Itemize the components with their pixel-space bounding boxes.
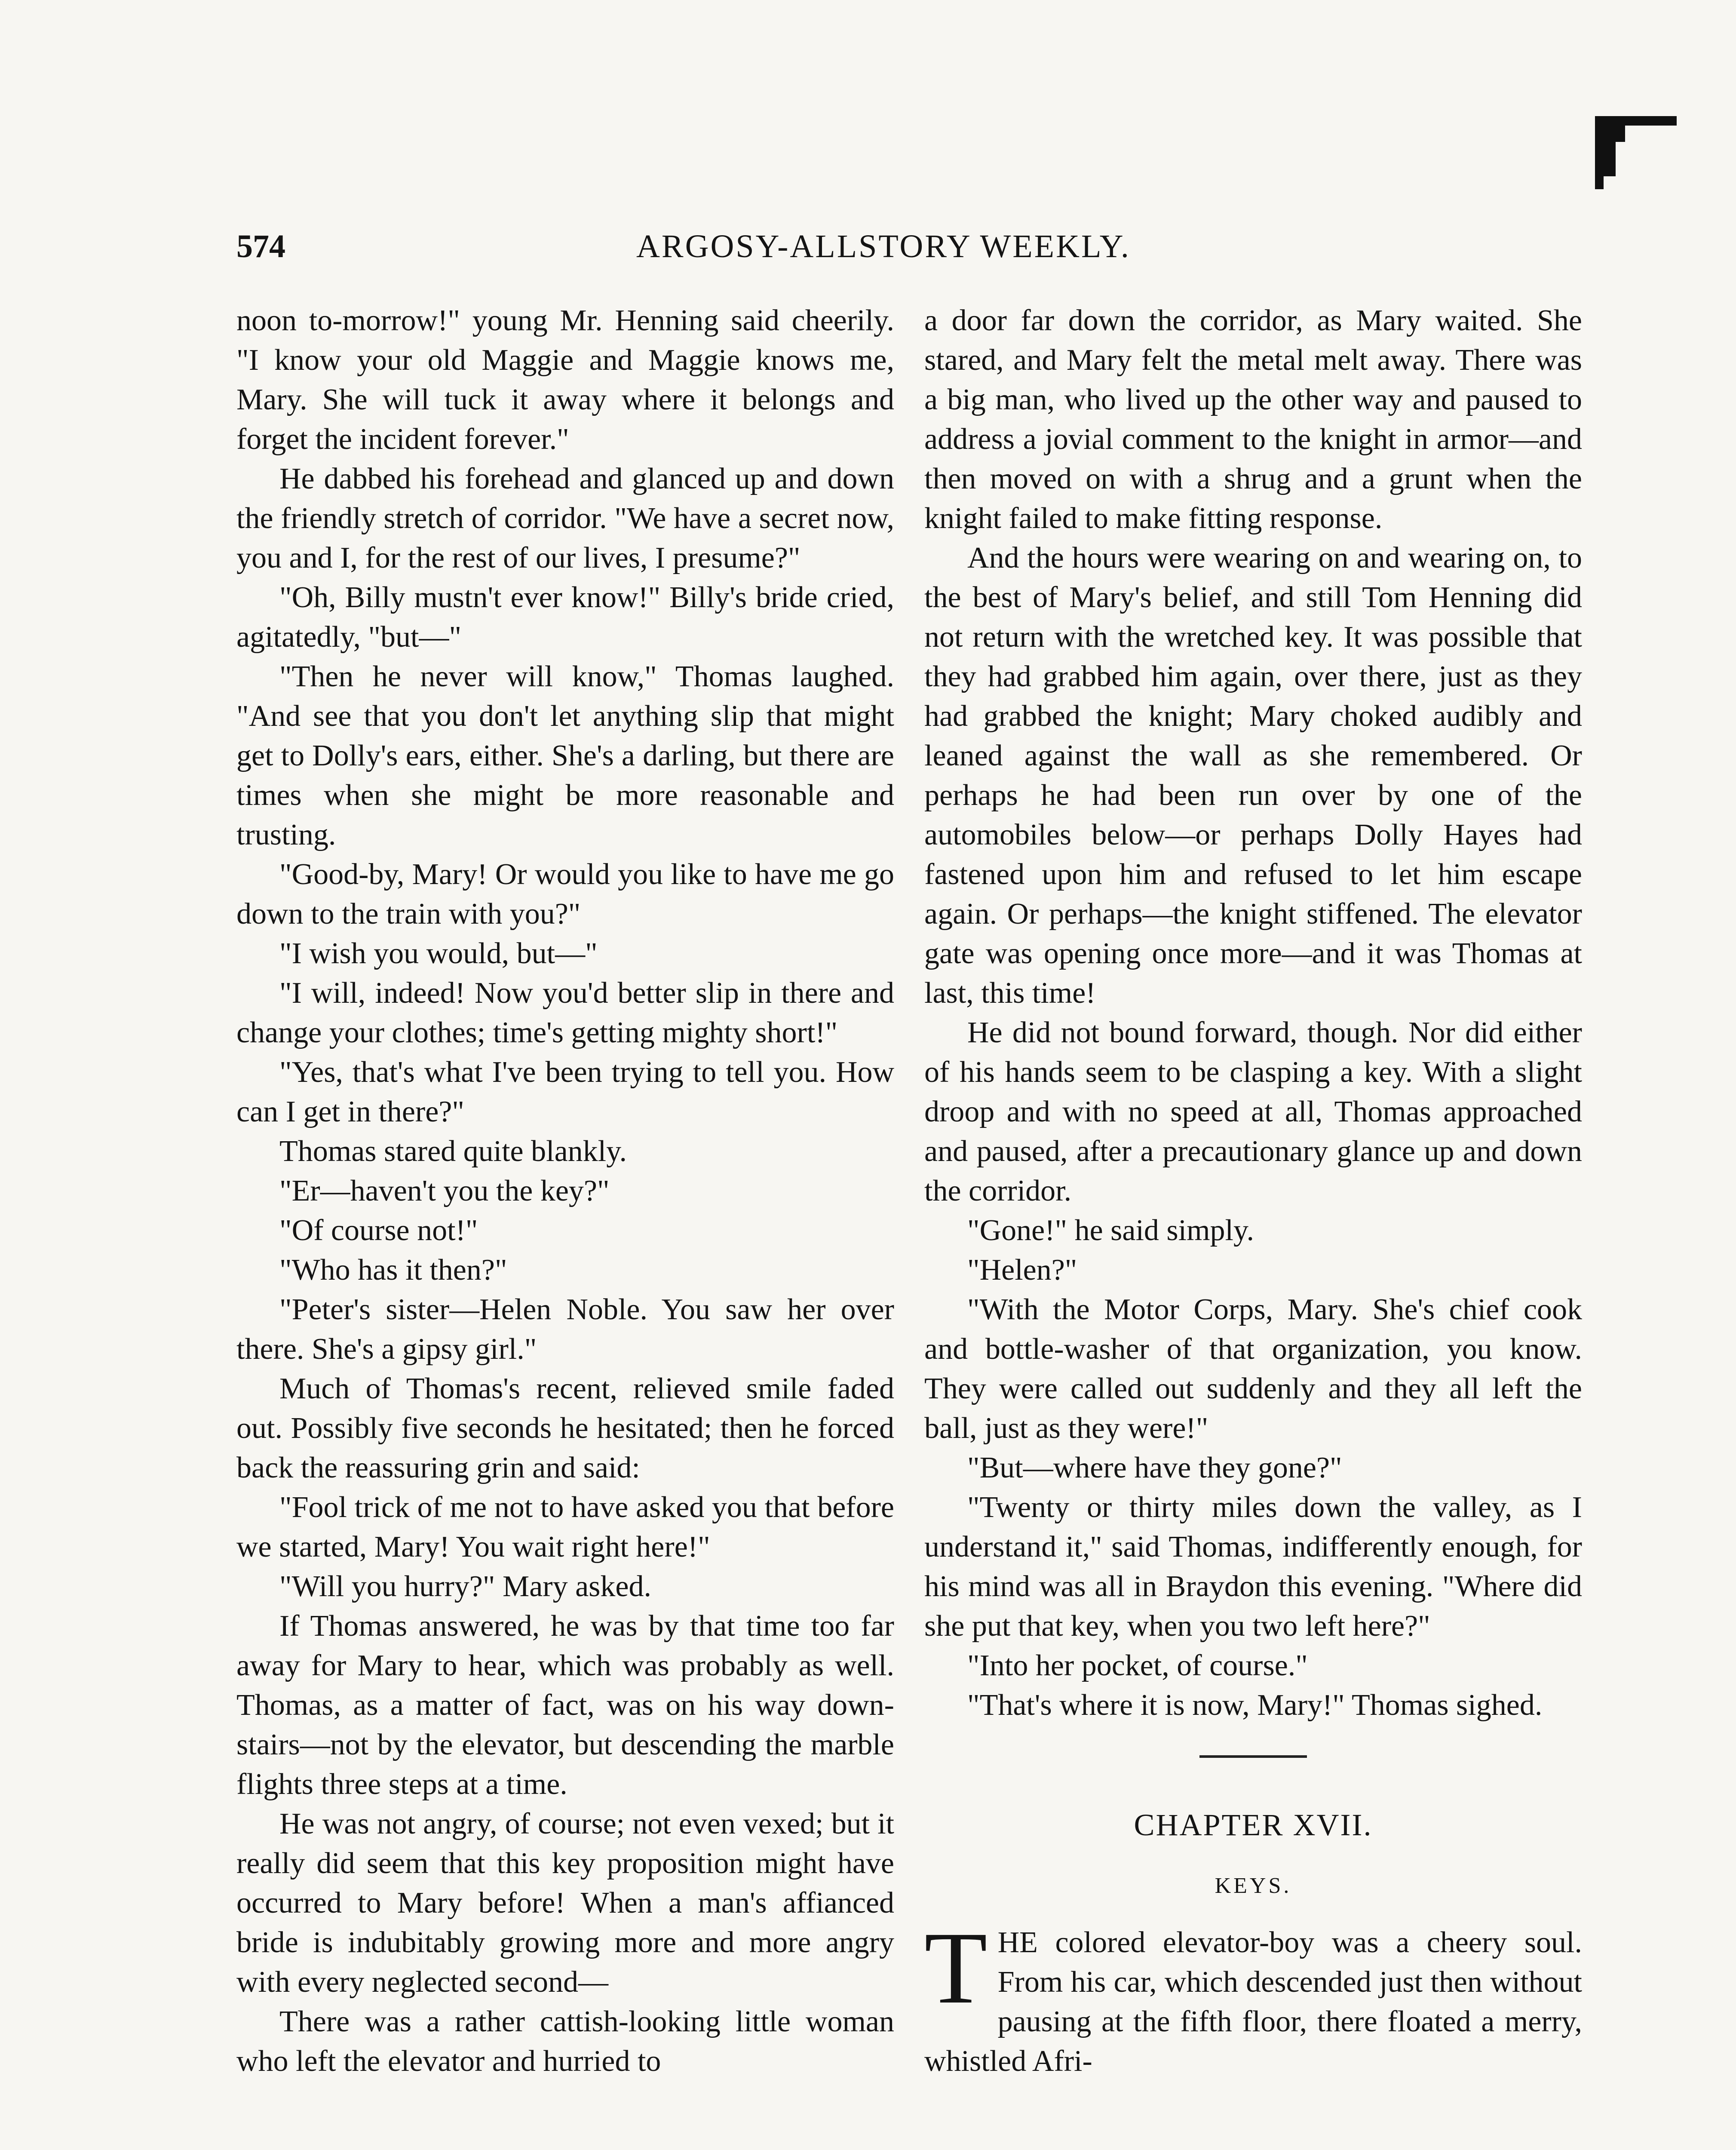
paragraph: "That's where it is now, Mary!" Thomas sighed. bbox=[967, 1689, 1543, 1722]
chapter-opening-text: HE colored elevator-boy was a cheery soul. From his car, which descended just then without pausing at the fifth floor, there floated a merry, whistled Afri- bbox=[924, 1926, 1582, 2078]
paragraph: "With the Motor Corps, Mary. She's chief cook and bottle-washer of that organization, you know. They were called out suddenly and they all left the ball, just as they were!" bbox=[924, 1293, 1582, 1445]
paragraph: Much of Thomas's recent, relieved smile faded out. Possibly five seconds he hesitated; then he forced back the reassuring grin and said: bbox=[236, 1372, 894, 1484]
right-text-column bbox=[924, 301, 1582, 2081]
drop-cap: T bbox=[924, 1910, 988, 2025]
paragraph: "Er—haven't you the key?" bbox=[279, 1174, 610, 1207]
paragraph: "I will, indeed! Now you'd better slip in there and change your clothes; time's getting mighty short!" bbox=[236, 977, 894, 1049]
paragraph: "Oh, Billy mustn't ever know!" Billy's bride cried, agitatedly, "but—" bbox=[236, 581, 894, 654]
paragraph: "Gone!" he said simply. bbox=[967, 1214, 1254, 1247]
paragraph: a door far down the corridor, as Mary waited. She stared, and Mary felt the metal melt away. There was a big man, who lived up the other way and paused to address a jovial comment to the knight in armor—and then moved on with a shrug and a grunt when the knight failed to make fitting response. bbox=[924, 304, 1582, 535]
paragraph: Thomas stared quite blankly. bbox=[279, 1135, 627, 1168]
paragraph: "Yes, that's what I've been trying to tell you. How can I get in there?" bbox=[236, 1056, 894, 1128]
paragraph: He was not angry, of course; not even vexed; but it really did seem that this key proposition might have occurred to Mary before! When a man's affianced bride is indubitably growing more and more angry with every neglected second— bbox=[236, 1807, 894, 1999]
chapter-subtitle: KEYS. bbox=[1215, 1874, 1292, 1898]
page-number: 574 bbox=[236, 228, 285, 264]
paragraph: "Peter's sister—Helen Noble. You saw her over there. She's a gipsy girl." bbox=[236, 1293, 894, 1366]
paragraph: "Good-by, Mary! Or would you like to have me go down to the train with you?" bbox=[236, 858, 894, 931]
paragraph: noon to-morrow!" young Mr. Henning said cheerily. "I know your old Maggie and Maggie knows me, Mary. She will tuck it away where it belongs and forget the incident forever." bbox=[236, 304, 894, 456]
paragraph: "Of course not!" bbox=[279, 1214, 478, 1247]
paragraph: "But—where have they gone?" bbox=[967, 1451, 1342, 1484]
paragraph: "Twenty or thirty miles down the valley, as I understand it," said Thomas, indifferently enough, for his mind was all in Braydon this evening. "Where did she put that key, when you two left here?" bbox=[924, 1491, 1582, 1643]
corner-tab-mark bbox=[1591, 116, 1677, 189]
paragraph: "Helen?" bbox=[967, 1253, 1077, 1287]
chapter-heading: CHAPTER XVII. bbox=[1134, 1808, 1373, 1842]
paragraph: "Fool trick of me not to have asked you that before we started, Mary! You wait right here!" bbox=[236, 1491, 894, 1563]
paragraph: He dabbed his forehead and glanced up and down the friendly stretch of corridor. "We have a secret now, you and I, for the rest of our lives, I presume?" bbox=[236, 462, 894, 574]
paragraph: He did not bound forward, though. Nor did either of his hands seem to be clasping a key. With a slight droop and with no speed at all, Thomas approached and paused, after a precautionary glance up and down the corridor. bbox=[924, 1016, 1582, 1207]
paragraph: "Will you hurry?" Mary asked. bbox=[279, 1570, 651, 1603]
paragraph: "I wish you would, but—" bbox=[279, 937, 598, 970]
paragraph: If Thomas answered, he was by that time too far away for Mary to hear, which was probably as well. Thomas, as a matter of fact, was on his way down-stairs—not by the elevator, but descending the marble flights three steps at a time. bbox=[236, 1609, 894, 1801]
paragraph: "Then he never will know," Thomas laughed. "And see that you don't let anything slip that might get to Dolly's ears, either. She's a darling, but there are times when she might be more reasonable and trusting. bbox=[236, 660, 894, 851]
section-divider bbox=[1199, 1755, 1307, 1758]
left-text-column bbox=[236, 301, 894, 2081]
running-head bbox=[236, 228, 1182, 280]
paragraph: "Into her pocket, of course." bbox=[967, 1649, 1308, 1682]
paragraph: And the hours were wearing on and wearing on, to the best of Mary's belief, and still Tom Henning did not return with the wretched key. It was possible that they had grabbed him again, over there, just as they had grabbed the knight; Mary choked audibly and leaned against the wall as she remembered. Or perhaps he had been run over by one of the automobiles below—or perhaps Dolly Hayes had fastened upon him and refused to let him escape again. Or perhaps—the knight stiffened. The elevator gate was opening once more—and it was Thomas at last, this time! bbox=[924, 541, 1582, 1010]
journal-title: ARGOSY-ALLSTORY WEEKLY. bbox=[636, 228, 1131, 264]
paragraph: "Who has it then?" bbox=[279, 1253, 507, 1287]
chapter-opening-paragraph bbox=[924, 1910, 1582, 2081]
paragraph: There was a rather cattish-looking little woman who left the elevator and hurried to bbox=[236, 2005, 894, 2078]
